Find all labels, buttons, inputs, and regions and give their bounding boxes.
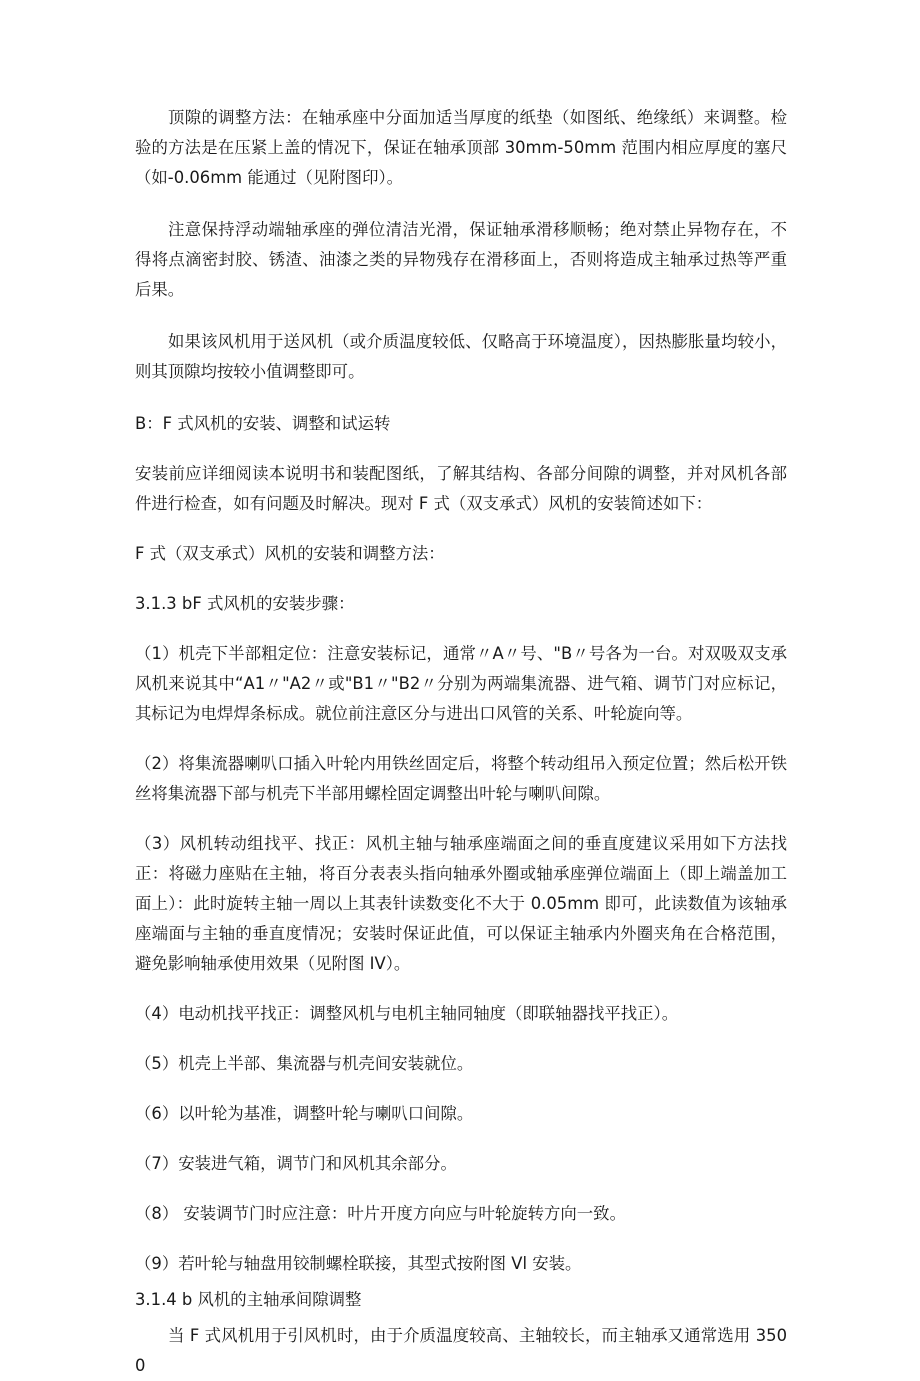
heading-3-1-3: 3.1.3 bF 式风机的安装步骤： xyxy=(135,594,355,613)
step-3: （3）风机转动组找平、找正：风机主轴与轴承座端面之间的垂直度建议采用如下方法找正：将磁力座贴在主轴，将百分表表头指向轴承外圈或轴承座弹位端面上（即上端盖加工面上）：此时旋转主轴一周以上其表针读数变化不大于 0.05mm 即可，此读数值为该轴承座端面与主轴的垂直度情况；安装时保证此值，可以保证主轴承内外圈夹角在合格范围，避免影响轴承使用效果（见附图 IV）。 xyxy=(135,834,787,973)
paragraph-f-type-method: F 式（双支承式）风机的安装和调整方法： xyxy=(135,544,445,563)
section-heading-b: B：F 式风机的安装、调整和试运转 xyxy=(135,414,391,433)
step-4: （4）电动机找平找正：调整风机与电机主轴同轴度（即联轴器找平找正）。 xyxy=(135,1004,679,1023)
step-2: （2）将集流器喇叭口插入叶轮内用铁丝固定后，将整个转动组吊入预定位置；然后松开铁丝将集流器下部与机壳下半部用螺栓固定调整出叶轮与喇叭间隙。 xyxy=(135,754,787,803)
paragraph-bearing-clearance: 当 F 式风机用于引风机时，由于介质温度较高、主轴较长，而主轴承又通常选用 3500 xyxy=(135,1326,787,1375)
step-5: （5）机壳上半部、集流器与机壳间安装就位。 xyxy=(135,1054,474,1073)
document-page xyxy=(135,103,787,1381)
step-8: （8） 安装调节门时应注意：叶片开度方向应与叶轮旋转方向一致。 xyxy=(135,1204,626,1223)
paragraph-top-clearance-method: 顶隙的调整方法：在轴承座中分面加适当厚度的纸垫（如图纸、绝缘纸）来调整。检验的方法是在压紧上盖的情况下，保证在轴承顶部 30mm-50mm 范围内相应厚度的塞尺（如-0.06mm 能通过（见附图印）。 xyxy=(135,108,787,187)
paragraph-pre-install: 安装前应详细阅读本说明书和装配图纸，了解其结构、各部分间隙的调整，并对风机各部件进行检查，如有问题及时解决。现对 F 式（双支承式）风机的安装简述如下： xyxy=(135,464,787,513)
step-7: （7）安装进气箱，调节门和风机其余部分。 xyxy=(135,1154,457,1173)
paragraph-supply-fan-note: 如果该风机用于送风机（或介质温度较低、仅略高于环境温度），因热膨胀量均较小，则其顶隙均按较小值调整即可。 xyxy=(135,332,787,381)
heading-3-1-4: 3.1.4 b 风机的主轴承间隙调整 xyxy=(135,1290,362,1309)
step-9: （9）若叶轮与轴盘用铰制螺栓联接，其型式按附图 Vl 安装。 xyxy=(135,1254,582,1273)
paragraph-floating-bearing-note: 注意保持浮动端轴承座的弹位清洁光滑，保证轴承滑移顺畅；绝对禁止异物存在，不得将点滴密封胶、锈渣、油漆之类的异物残存在滑移面上，否则将造成主轴承过热等严重后果。 xyxy=(135,220,787,299)
step-1: （1）机壳下半部粗定位：注意安装标记，通常〃A〃号、"B〃号各为一台。对双吸双支承风机来说其中“A1〃"A2〃或"B1〃"B2〃分别为两端集流器、进气箱、调节门对应标记，其标记为电焊焊条标成。就位前注意区分与进出口风管的关系、叶轮旋向等。 xyxy=(135,644,787,723)
step-6: （6）以叶轮为基准，调整叶轮与喇叭口间隙。 xyxy=(135,1104,474,1123)
